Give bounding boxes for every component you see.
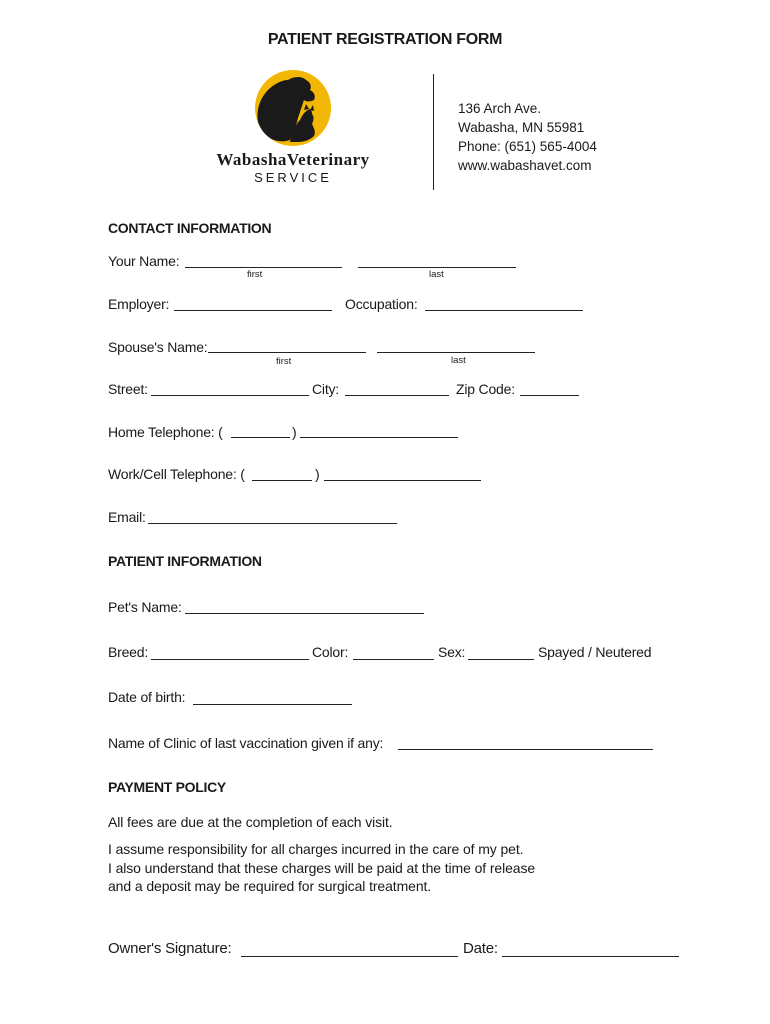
first-name-field[interactable] — [185, 267, 342, 268]
your-name-label: Your Name: — [108, 253, 180, 269]
work-paren-close: ) — [315, 466, 320, 482]
clinic-label: Name of Clinic of last vaccination given if any: — [108, 735, 384, 751]
address-phone: Phone: (651) 565-4004 — [458, 139, 597, 154]
signature-date-label: Date: — [463, 940, 498, 957]
brand-name: WabashaVeterinary — [216, 150, 370, 169]
color-field[interactable] — [353, 659, 434, 660]
breed-field[interactable] — [151, 659, 309, 660]
first-caption: first — [247, 269, 263, 280]
pet-name-field[interactable] — [185, 613, 424, 614]
breed-label: Breed: — [108, 644, 149, 660]
spayed-neutered-option[interactable]: Spayed / Neutered — [538, 644, 652, 660]
employer-label: Employer: — [108, 296, 170, 312]
owner-signature-label: Owner's Signature: — [108, 940, 232, 957]
spouse-name-label: Spouse's Name: — [108, 339, 208, 355]
address-website[interactable]: www.wabashavet.com — [458, 158, 592, 173]
address-street: 136 Arch Ave. — [458, 101, 542, 116]
pet-silhouette-icon — [250, 70, 420, 150]
brand-subtitle: SERVICE — [254, 170, 332, 185]
spouse-last-name-field[interactable] — [377, 352, 535, 353]
work-telephone-field[interactable] — [324, 480, 481, 481]
work-area-code-field[interactable] — [252, 480, 312, 481]
spouse-first-name-field[interactable] — [208, 352, 366, 353]
contact-heading: CONTACT INFORMATION — [108, 220, 272, 236]
zip-field[interactable] — [520, 395, 579, 396]
color-label: Color: — [312, 644, 349, 660]
signature-date-field[interactable] — [502, 956, 679, 957]
home-telephone-field[interactable] — [300, 437, 458, 438]
city-label: City: — [312, 381, 340, 397]
payment-policy-line-2: I assume responsibility for all charges incurred in the care of my pet. — [108, 841, 524, 857]
clinic-field[interactable] — [398, 749, 653, 750]
payment-heading: PAYMENT POLICY — [108, 779, 226, 795]
patient-heading: PATIENT INFORMATION — [108, 553, 262, 569]
form-title: PATIENT REGISTRATION FORM — [267, 31, 503, 48]
employer-field[interactable] — [174, 310, 332, 311]
street-field[interactable] — [151, 395, 309, 396]
header-divider — [433, 74, 434, 190]
sex-label: Sex: — [438, 644, 466, 660]
work-telephone-label: Work/Cell Telephone: ( — [108, 466, 245, 482]
occupation-field[interactable] — [425, 310, 583, 311]
home-paren-close: ) — [292, 424, 297, 440]
date-of-birth-field[interactable] — [193, 704, 352, 705]
payment-policy-line-3: I also understand that these charges will be paid at the time of release — [108, 860, 536, 876]
email-field[interactable] — [148, 523, 397, 524]
home-area-code-field[interactable] — [231, 437, 290, 438]
spouse-first-caption: first — [276, 356, 292, 367]
pet-name-label: Pet's Name: — [108, 599, 182, 615]
home-telephone-label: Home Telephone: ( — [108, 424, 223, 440]
spouse-last-caption: last — [451, 355, 466, 366]
last-name-field[interactable] — [358, 267, 516, 268]
email-label: Email: — [108, 509, 146, 525]
city-field[interactable] — [345, 395, 449, 396]
occupation-label: Occupation: — [345, 296, 418, 312]
date-of-birth-label: Date of birth: — [108, 689, 186, 705]
payment-policy-line-1: All fees are due at the completion of each visit. — [108, 814, 393, 830]
zip-label: Zip Code: — [456, 381, 515, 397]
sex-field[interactable] — [468, 659, 534, 660]
street-label: Street: — [108, 381, 148, 397]
payment-policy-line-4: and a deposit may be required for surgical treatment. — [108, 878, 432, 894]
address-city: Wabasha, MN 55981 — [458, 120, 585, 135]
owner-signature-field[interactable] — [241, 956, 458, 957]
last-caption: last — [429, 269, 444, 280]
